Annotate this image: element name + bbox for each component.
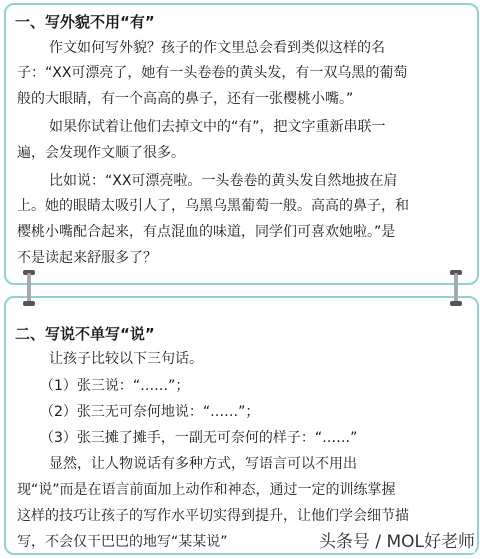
connector-right [450,268,462,308]
section-title: 一、写外貌不用“有” [15,13,155,31]
list-item: （2）张三无可奈何地说：“……”； [40,404,260,420]
watermark: 头条号 / MOL好老师 [318,532,475,552]
section-card-dialogue [4,296,479,555]
paragraph-line: 写，不会仅干巴巴的地写“某某说” [17,534,228,550]
paragraph-line: 遍，会发现作文顺了很多。 [17,145,185,161]
paragraph-line: 般的大眼睛，有一个高高的鼻子，还有一张樱桃小嘴。” [17,91,354,107]
list-item: （3）张三摊了摊手，一副无可奈何的样子：“……” [40,430,358,446]
paragraph-line: 樱桃小嘴配合起来，有点混血的味道，同学们可喜欢她啦。”是 [17,224,396,240]
section-title: 二、写说不单写“说” [15,325,155,343]
paragraph-line: 作文如何写外貌？孩子的作文里总会看到类似这样的名 [49,40,385,56]
section-card-appearance [4,3,479,285]
paragraph-line: 比如说：“XX可漂亮啦。一头卷卷的黄头发自然地披在肩 [49,173,398,189]
paragraph-line: 显然，让人物说话有多种方式，写语言可以不用出 [49,456,357,472]
paragraph-line: 如果你试着让他们去掉文中的“有”，把文字重新串联一 [49,119,386,135]
paragraph-line: 上。她的眼睛太吸引人了，乌黑乌黑葡萄一般。高高的鼻子，和 [17,198,409,214]
paragraph-line: 这样的技巧让孩子的写作水平切实得到提升，让他们学会细节描 [17,508,409,524]
paragraph-line: 不是读起来舒服多了？ [17,250,157,266]
connector-left [23,268,35,308]
paragraph-line: 现“说”而是在语言前面加上动作和神态，通过一定的训练掌握 [17,482,396,498]
paragraph-line: 让孩子比较以下三句话。 [49,351,203,367]
paragraph-line: 子：“XX可漂亮了，她有一头卷卷的黄头发，有一双乌黑的葡萄 [17,65,408,81]
list-item: （1）张三说：“……”； [40,378,190,394]
